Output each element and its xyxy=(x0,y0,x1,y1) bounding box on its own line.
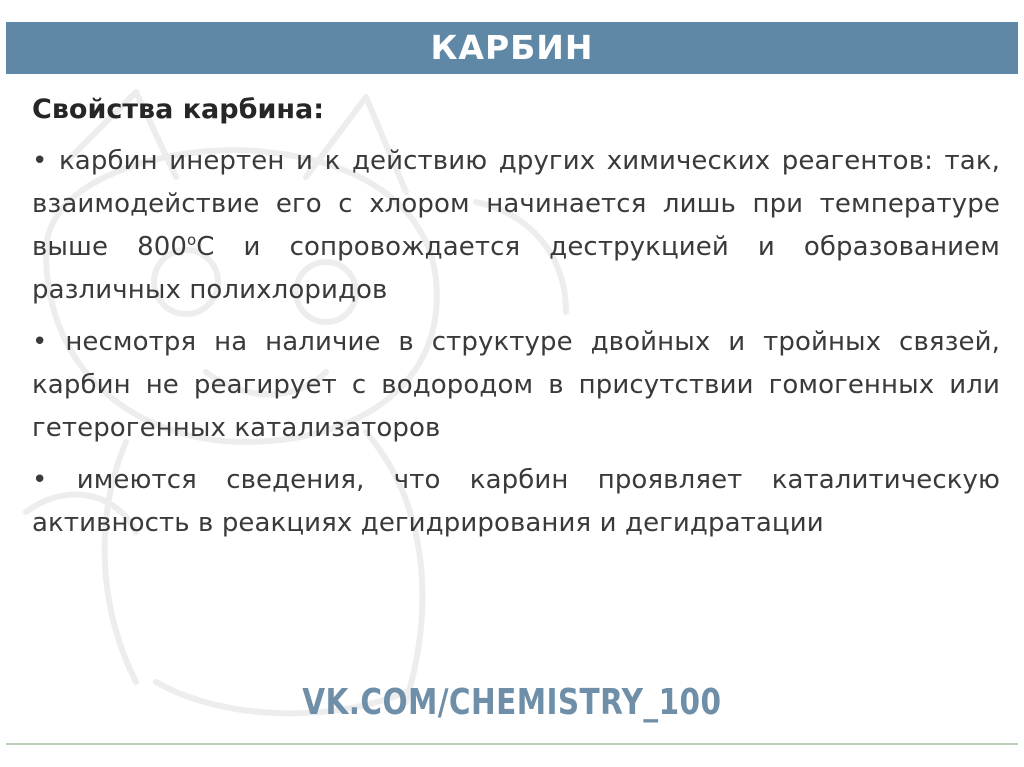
degree-superscript: о xyxy=(187,231,197,249)
footer-url: VK.COM/CHEMISTRY_100 xyxy=(302,682,722,723)
bullet-text: • карбин инертен и к действию других химических реагентов: так, взаимодействие его с хлором начинается лишь при температуре выше 800 xyxy=(32,146,1000,262)
bullet-text: • несмотря на наличие в структуре двойных и тройных связей, карбин не реагирует с водородом в присутствии гомогенных или гетерогенных катализаторов xyxy=(32,327,1000,443)
bullet-catalytic xyxy=(32,459,1000,545)
slide-divider xyxy=(6,743,1018,745)
bullet-inertness xyxy=(32,140,1000,312)
slide-title: КАРБИН xyxy=(430,28,594,67)
properties-list xyxy=(32,140,1000,554)
section-subtitle: Свойства карбина: xyxy=(32,94,325,125)
slide xyxy=(6,22,1018,745)
bullet-text-continued: С и сопровождается деструкцией и образованием различных полихлоридов xyxy=(32,232,1000,305)
bullet-text: • имеются сведения, что карбин проявляет каталитическую активность в реакциях дегидрирования и дегидратации xyxy=(32,465,1000,538)
bullet-hydrogen xyxy=(32,321,1000,450)
